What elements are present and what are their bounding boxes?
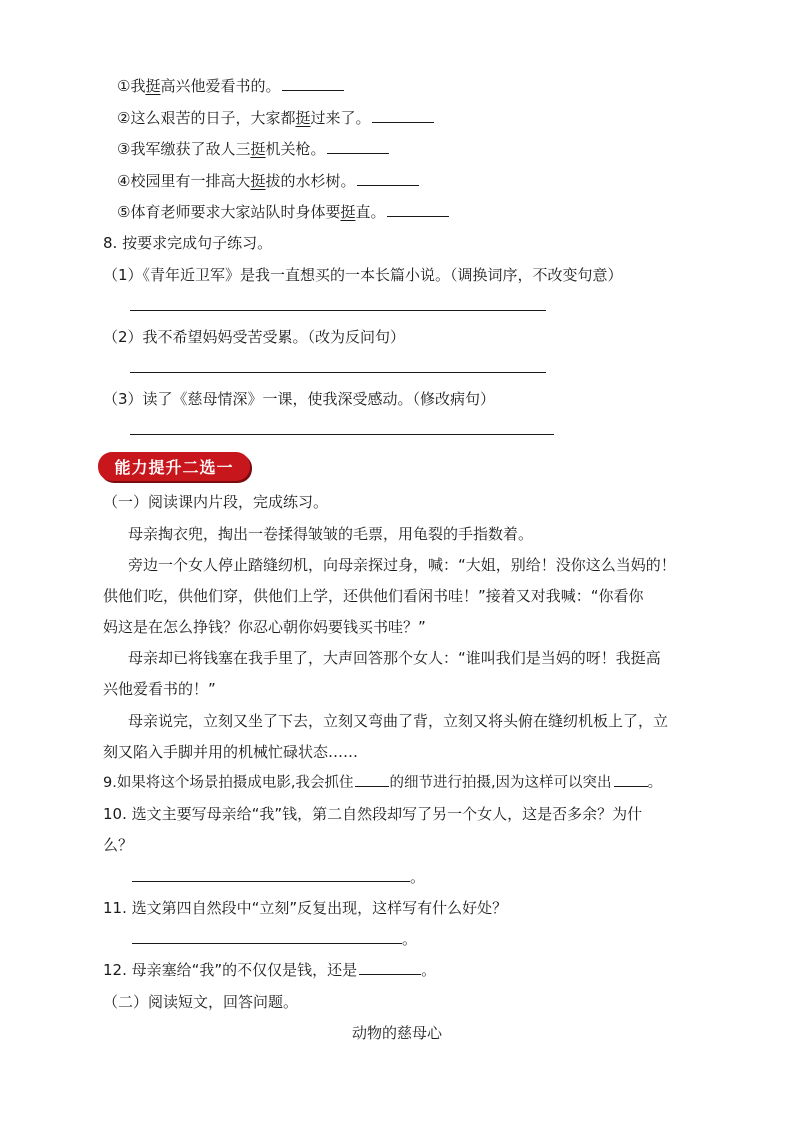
q7-item-2: ②这么艰苦的日子，大家都挺过来了。: [117, 107, 434, 129]
marked-char: 挺: [250, 140, 266, 158]
passage-title: 动物的慈母心: [351, 1024, 442, 1042]
q8-item-2: （2）我不希望妈妈受苦受累。（改为反问句）: [103, 328, 406, 346]
marked-char: 挺: [145, 77, 161, 95]
answer-line[interactable]: [130, 372, 546, 373]
q11-line-1: 11. 选文第四自然段中“立刻”反复出现，这样写有什么好处？: [103, 899, 508, 917]
q10-answer: 。: [130, 866, 425, 888]
marked-char: 挺: [250, 172, 266, 190]
q8-item-1: （1）《青年近卫军》是我一直想买的一本长篇小说。（调换词序，不改变句意）: [103, 266, 623, 284]
part1-para-3: 母亲却已将钱塞在我手里了，大声回答那个女人：“谁叫我们是当妈的呀！我挺高: [128, 649, 661, 667]
part1-para-2: 旁边一个女人停止踏缝纫机，向母亲探过身，喊：“大姐，别给！没你这么当妈的！: [128, 556, 676, 574]
q9: 9.如果将这个场景拍摄成电影,我会抓住 的细节进行拍摄,因为这样可以突出 。: [103, 772, 662, 794]
answer-line[interactable]: [130, 434, 554, 435]
q12: 12. 母亲塞给“我”的不仅仅是钱，还是 。: [103, 961, 437, 979]
q11-answer: 。: [130, 928, 417, 950]
part1-para-4: 刻又陷入手脚并用的机械忙碌状态……: [103, 743, 359, 761]
part1-para-1: 母亲掏衣兜，掏出一卷揉得皱皱的毛票，用龟裂的手指数着。: [128, 525, 534, 543]
marked-char: 挺: [340, 203, 356, 221]
q10-line-1: 10. 选文主要写母亲给“我”钱，第二自然段却写了另一个女人，这是否多余？为什: [103, 805, 643, 823]
q8-title: 8. 按要求完成句子练习。: [103, 234, 273, 252]
q7-item-4: ④校园里有一排高大挺拔的水杉树。: [117, 170, 419, 192]
part2-heading: （二）阅读短文，回答问题。: [103, 993, 299, 1011]
part1-heading: （一）阅读课内片段，完成练习。: [103, 493, 329, 511]
section-banner: 能力提升二选一: [98, 452, 250, 481]
part1-para-2: 供他们吃，供他们穿，供他们上学，还供他们看闲书哇！”接着又对我喊：“你看你: [103, 587, 644, 605]
answer-blank[interactable]: [359, 960, 421, 975]
q10-line-2: 么？: [103, 836, 134, 854]
part1-para-4: 母亲说完，立刻又坐了下去，立刻又弯曲了背，立刻又将头俯在缝纫机板上了，立: [128, 712, 669, 730]
q7-item-5: ⑤体育老师要求大家站队时身体要挺直。: [117, 201, 449, 223]
answer-blank[interactable]: [132, 929, 402, 944]
answer-blank[interactable]: [132, 867, 410, 882]
answer-blank[interactable]: [282, 76, 344, 91]
answer-blank[interactable]: [355, 772, 389, 787]
part1-para-2: 妈这是在怎么挣钱？你忍心朝你妈要钱买书哇？”: [103, 618, 426, 636]
answer-blank[interactable]: [357, 171, 419, 186]
answer-line[interactable]: [130, 310, 546, 311]
answer-blank[interactable]: [327, 139, 389, 154]
q8-item-3: （3）读了《慈母情深》一课，使我深受感动。（修改病句）: [103, 390, 496, 408]
marked-char: 挺: [295, 109, 311, 127]
q7-item-1: ①我挺高兴他爱看书的。: [117, 75, 344, 97]
answer-blank[interactable]: [614, 772, 648, 787]
q7-item-3: ③我军缴获了敌人三挺机关枪。: [117, 138, 389, 160]
answer-blank[interactable]: [372, 108, 434, 123]
answer-blank[interactable]: [387, 202, 449, 217]
part1-para-3: 兴他爱看书的！”: [103, 680, 216, 698]
